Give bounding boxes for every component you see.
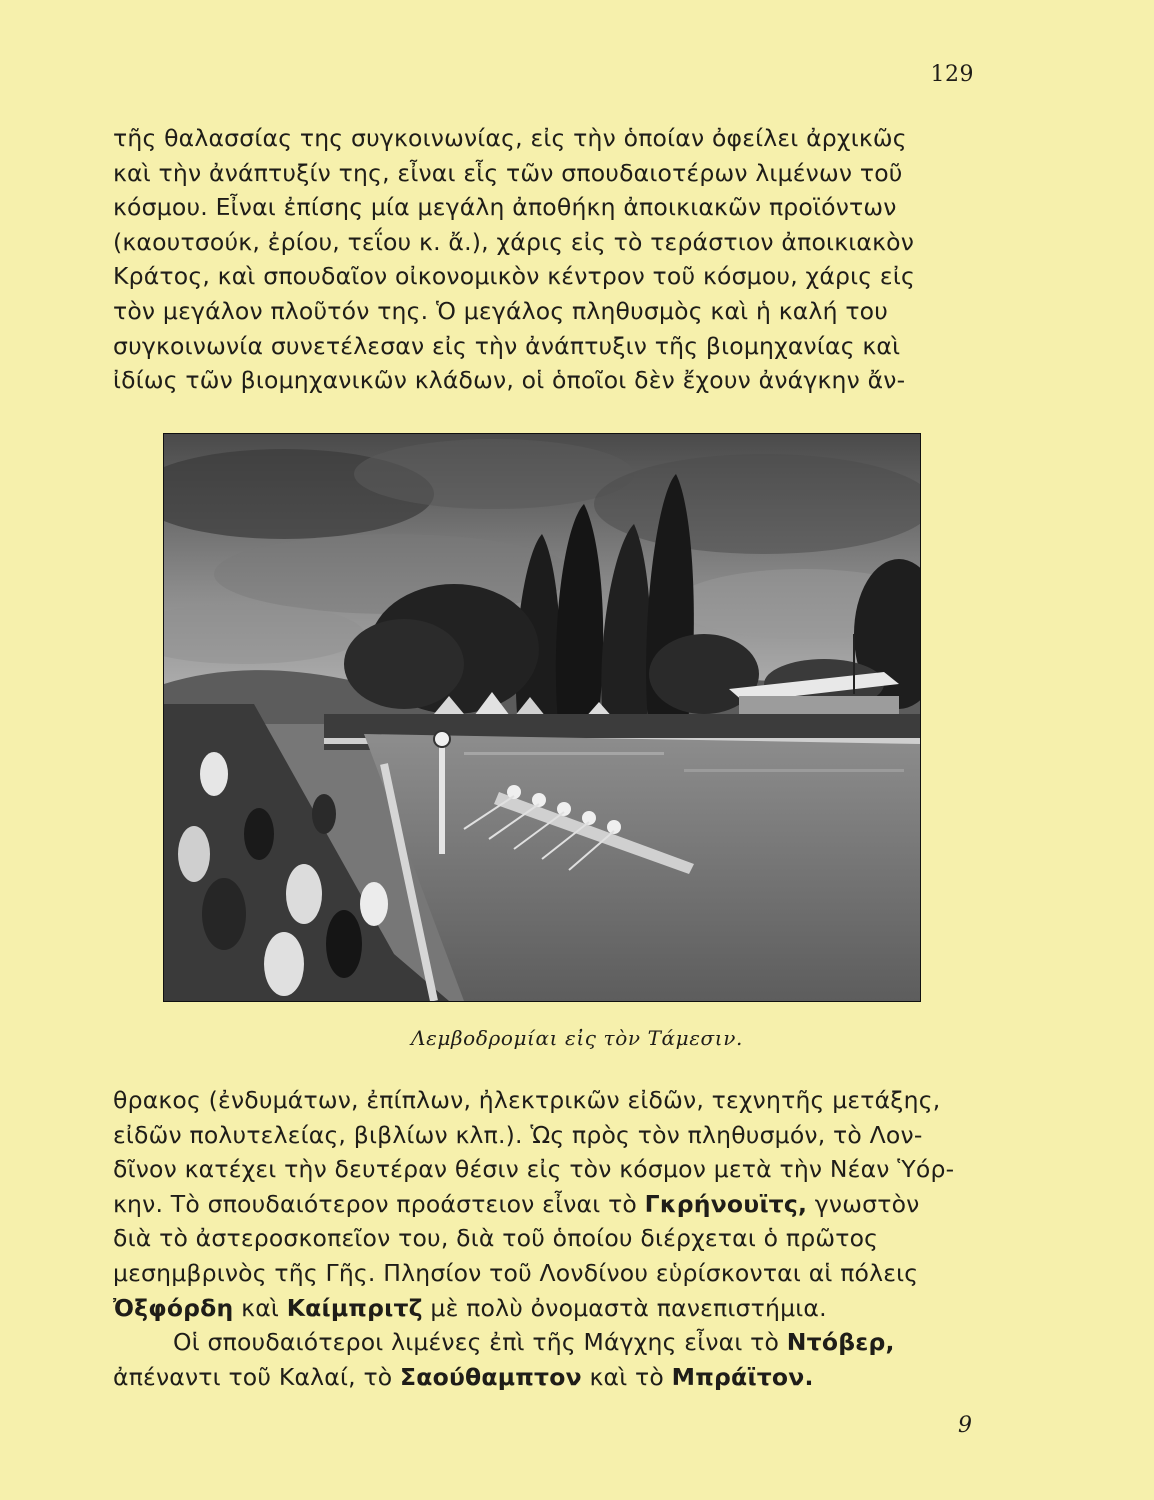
text-run: γνωστὸν	[807, 1189, 920, 1218]
paragraph-line: διὰ τὸ ἀστεροσκοπεῖον του, διὰ τοῦ ὁποίου διέρχεται ὁ πρῶτος	[113, 1224, 879, 1253]
spectator	[200, 752, 228, 796]
spectator	[286, 864, 322, 924]
paragraph-line: δῖνον κατέχει τὴν δευτέραν θέσιν εἰς τὸν κόσμον μετὰ τὴν Νέαν Ὑόρ-	[113, 1155, 955, 1184]
cloud	[214, 534, 574, 614]
paragraph-line: τὸν μεγάλον πλοῦτόν της. Ὁ μεγάλος πληθυσμὸς καὶ ἡ καλή του	[113, 296, 889, 325]
water-reflection	[684, 769, 904, 772]
spectator	[244, 808, 274, 860]
paragraph-line: μεσημβρινὸς τῆς Γῆς. Πλησίον τοῦ Λονδίνου εὑρίσκονται αἱ πόλεις	[113, 1258, 919, 1287]
place-name-brighton: Μπράϊτον.	[671, 1362, 814, 1391]
paragraph-line	[113, 1291, 973, 1326]
text-run: καὶ τὸ	[581, 1362, 672, 1391]
paragraph-line: κόσμου. Εἶναι ἐπίσης μία μεγάλη ἀποθήκη ἀποικιακῶν προϊόντων	[113, 193, 897, 222]
text-run: ἀπέναντι τοῦ Καλαί, τὸ	[113, 1362, 401, 1391]
tree-canopy	[344, 619, 464, 709]
paragraph-line: συγκοινωνία συνετέλεσαν εἰς τὴν ἀνάπτυξιν τῆς βιομηχανίας καὶ	[113, 331, 901, 360]
continued-paragraph	[113, 1083, 973, 1394]
text-run: μὲ πολὺ ὀνομαστὰ πανεπιστήμια.	[422, 1293, 827, 1322]
paragraph-line: (καουτσούκ, ἐρίου, τεΐου κ. ἄ.), χάρις εἰς τὸ τεράστιον ἀποικιακὸν	[113, 227, 915, 256]
paragraph-line: Κράτος, καὶ σπουδαῖον οἰκονομικὸν κέντρον τοῦ κόσμου, χάρις εἰς	[113, 262, 915, 291]
paragraph-line: θρακος (ἐνδυμάτων, ἐπίπλων, ἠλεκτρικῶν εἰδῶν, τεχνητῆς μετάξης,	[113, 1086, 941, 1114]
spectator	[312, 794, 336, 834]
spectator	[360, 882, 388, 926]
paragraph-line: εἰδῶν πολυτελείας, βιβλίων κλπ.). Ὡς πρὸς τὸν πληθυσμόν, τὸ Λον-	[113, 1120, 923, 1149]
figure-caption: Λεμβοδρομίαι εἰς τὸν Τάμεσιν.	[411, 1026, 743, 1050]
place-name-oxford: Ὀξφόρδη	[113, 1293, 234, 1322]
marker-disc	[434, 731, 450, 747]
spectator	[178, 826, 210, 882]
printer-signature-mark: 9	[958, 1413, 972, 1438]
place-name-cambridge: Καίμπριτζ	[286, 1293, 423, 1322]
paragraph-line: καὶ τὴν ἀνάπτυξίν της, εἶναι εἷς τῶν σπουδαιοτέρων λιμένων τοῦ	[113, 158, 903, 187]
text-run: κην. Τὸ σπουδαιότερον προάστειον εἶναι τὸ	[113, 1189, 645, 1218]
paragraph-line: τῆς θαλασσίας της συγκοινωνίας, εἰς τὴν ὁποίαν ὀφείλει ἀρχικῶς	[113, 124, 907, 152]
thames-regatta-photo	[163, 433, 921, 1002]
paragraph-line	[113, 1187, 973, 1222]
opening-paragraph	[113, 121, 973, 398]
paragraph-line: ἰδίως τῶν βιομηχανικῶν κλάδων, οἱ ὁποῖοι δὲν ἔχουν ἀνάγκην ἄν-	[113, 366, 906, 395]
water-reflection	[464, 752, 664, 755]
cloud	[354, 439, 634, 509]
river	[364, 734, 920, 1001]
place-name-dover: Ντόβερ,	[786, 1328, 895, 1357]
spectator	[264, 932, 304, 996]
spectator	[326, 910, 362, 978]
text-run: καὶ	[233, 1293, 287, 1322]
place-name-southampton: Σαούθαμπτον	[400, 1362, 582, 1391]
cloud	[594, 454, 920, 554]
page-number: 129	[930, 62, 974, 87]
spectator	[202, 878, 246, 950]
paragraph-line	[113, 1360, 973, 1395]
text-run: Οἱ σπουδαιότεροι λιμένες ἐπὶ τῆς Μάγχης εἶναι τὸ	[173, 1328, 787, 1357]
place-name-greenwich: Γκρήνουϊτς,	[644, 1189, 808, 1218]
paragraph-line	[113, 1325, 973, 1360]
